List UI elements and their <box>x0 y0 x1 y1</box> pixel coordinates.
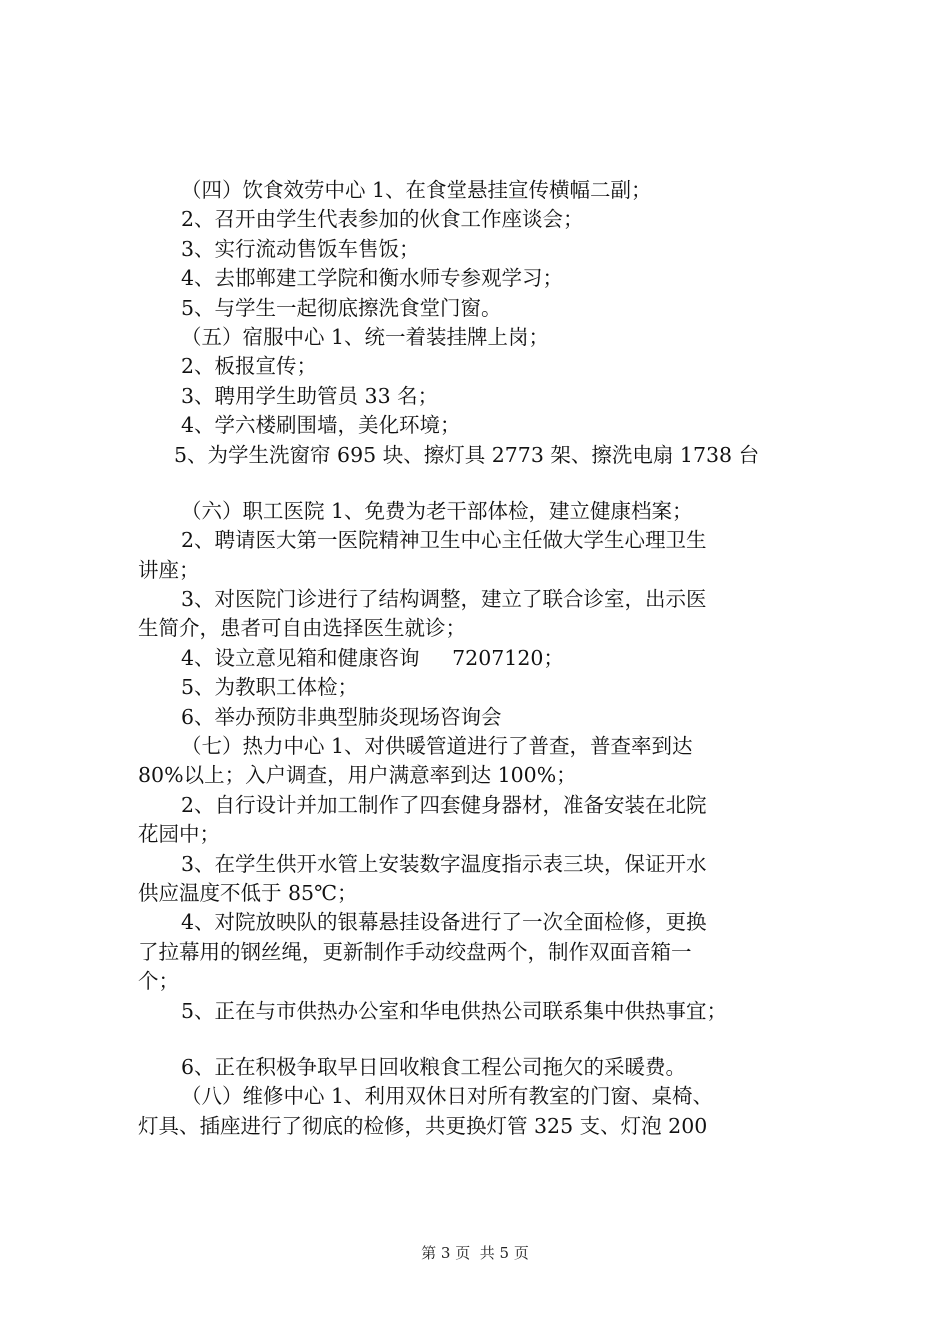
paragraph-line: 2、板报宣传； <box>181 354 318 379</box>
paragraph-line: 2、召开由学生代表参加的伙食工作座谈会； <box>181 207 584 232</box>
paragraph-line: 了拉幕用的钢丝绳，更新制作手动绞盘两个，制作双面音箱一 <box>138 939 692 964</box>
paragraph-line: 4、学六楼刷围墙，美化环境； <box>181 413 461 438</box>
paragraph-line: 2、聘请医大第一医院精神卫生中心主任做大学生心理卫生 <box>181 528 707 553</box>
paragraph-line: 3、聘用学生助管员 33 名； <box>181 383 439 408</box>
paragraph-line: 3、对医院门诊进行了结构调整，建立了联合诊室，出示医 <box>181 587 707 612</box>
document-body <box>138 176 838 1141</box>
paragraph-line: （七）热力中心 1、对供暖管道进行了普查，普查率到达 <box>181 734 693 759</box>
paragraph-line: 3、实行流动售饭车售饭； <box>181 236 420 261</box>
paragraph-line: 6、举办预防非典型肺炎现场咨询会 <box>181 704 502 729</box>
page-number-footer: 第 3 页 共 5 页 <box>421 1244 529 1262</box>
paragraph-gap <box>138 1026 838 1053</box>
paragraph-line: 灯具、插座进行了彻底的检修，共更换灯管 325 支、灯泡 200 <box>138 1113 708 1138</box>
paragraph-line: 5、正在与市供热办公室和华电供热公司联系集中供热事宜； <box>181 998 728 1023</box>
paragraph-line: 5、为学生洗窗帘 695 块、擦灯具 2773 架、擦洗电扇 1738 台 <box>174 442 760 467</box>
paragraph-line: 5、与学生一起彻底擦洗食堂门窗。 <box>181 295 502 320</box>
paragraph-line: 花园中； <box>138 822 220 847</box>
paragraph-line: 2、自行设计并加工制作了四套健身器材，准备安装在北院 <box>181 792 707 817</box>
paragraph-line: 3、在学生供开水管上安装数字温度指示表三块，保证开水 <box>181 851 707 876</box>
paragraph-line: （五）宿服中心 1、统一着装挂牌上岗； <box>181 324 550 349</box>
paragraph-line: 4、设立意见箱和健康咨询 7207120； <box>181 645 564 670</box>
paragraph-line: 生简介，患者可自由选择医生就诊； <box>138 616 466 641</box>
paragraph-line: 5、为教职工体检； <box>181 675 359 700</box>
paragraph-line: 供应温度不低于 85℃； <box>138 880 358 905</box>
paragraph-line: 4、对院放映队的银幕悬挂设备进行了一次全面检修，更换 <box>181 910 707 935</box>
paragraph-gap <box>138 470 838 497</box>
paragraph-line: 4、去邯郸建工学院和衡水师专参观学习； <box>181 266 564 291</box>
paragraph-line: 个； <box>138 969 179 994</box>
paragraph-line: （四）饮食效劳中心 1、在食堂悬挂宣传横幅二副； <box>181 178 652 202</box>
paragraph-line: 6、正在积极争取早日回收粮食工程公司拖欠的采暖费。 <box>181 1054 687 1079</box>
paragraph-line: （六）职工医院 1、免费为老干部体检，建立健康档案； <box>181 498 693 523</box>
paragraph-line: 讲座； <box>138 557 200 582</box>
paragraph-line: （八）维修中心 1、利用双休日对所有教室的门窗、桌椅、 <box>181 1084 714 1109</box>
paragraph-line: 80%以上；入户调查，用户满意率到达 100%； <box>138 763 577 788</box>
